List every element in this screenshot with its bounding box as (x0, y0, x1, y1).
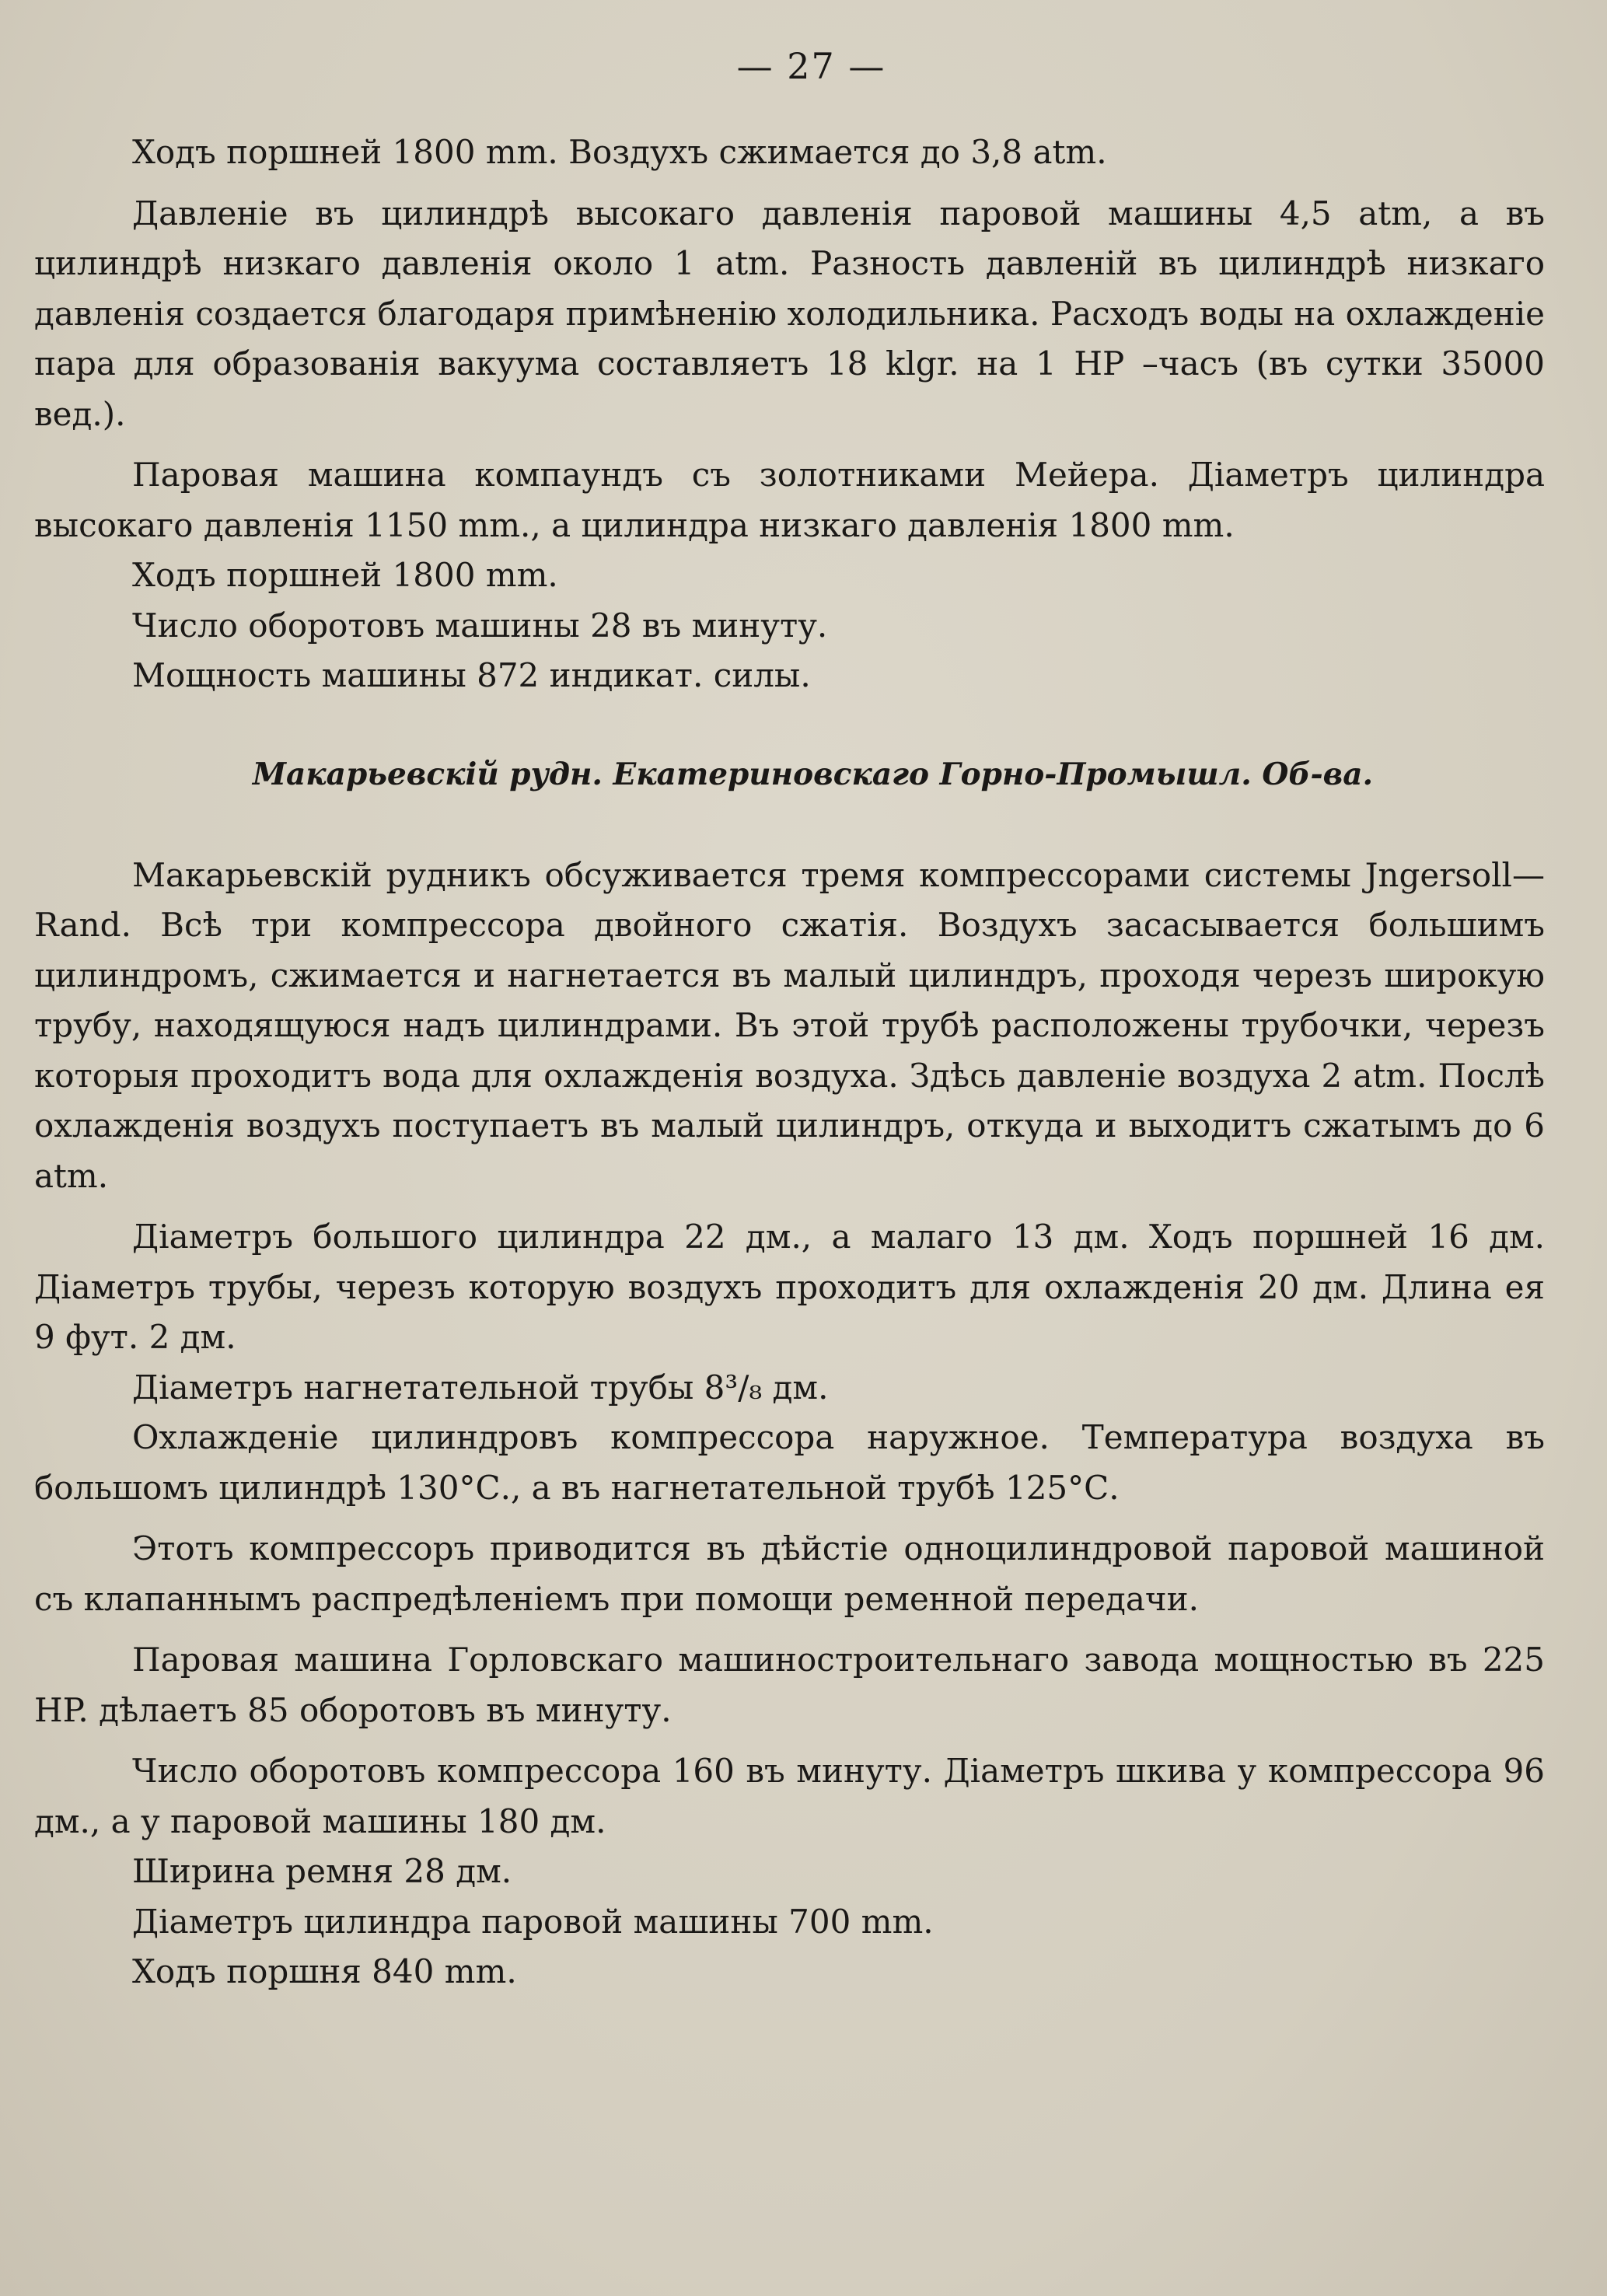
paragraph: Діаметръ цилиндра паровой машины 700 mm. (132, 1902, 934, 1941)
section-heading: Макарьевскій рудн. Екатериновскаго Горно-Промышл. Об-ва. (252, 756, 1374, 792)
paragraph: Ходъ поршней 1800 mm. (132, 556, 558, 594)
paragraph: Паровая машина Горловскаго машиностроительнаго завода мощностью въ 225 HP. дѣлаетъ 85 оборотовъ въ минуту. (34, 1641, 1545, 1729)
paragraph: Ходъ поршня 840 mm. (132, 1952, 517, 1990)
paragraph: Діаметръ большого цилиндра 22 дм., а малаго 13 дм. Ходъ поршней 16 дм. Діаметръ трубы, черезъ которую воздухъ проходитъ для охлажденія 20 дм. Длина ея 9 фут. 2 дм. (34, 1218, 1545, 1356)
page-number: — 27 — (736, 45, 886, 87)
paragraph: Давленіе въ цилиндрѣ высокаго давленія паровой машины 4,5 atm, а въ цилиндрѣ низкаго давленія около 1 atm. Разность давленій въ цилиндрѣ низкаго давленія создается благодаря примѣненію холодильника. Расходъ воды на охлажденіе пара для образованія вакуума составляетъ 18 klgr. на 1 HP –часъ (въ сутки 35000 вед.). (34, 194, 1545, 433)
paragraph: Макарьевскій рудникъ обсуживается тремя компрессорами системы Jngersoll—Rand. Всѣ три компрессора двойного сжатія. Воздухъ засасывается большимъ цилиндромъ, сжимается и нагнетается въ малый цилиндръ, проходя черезъ широкую трубу, находящуюся надъ цилиндрами. Въ этой трубѣ расположены трубочки, черезъ которыя проходитъ вода для охлажденія воздуха. Здѣсь давленіе воздуха 2 atm. Послѣ охлажденія воздухъ поступаетъ въ малый цилиндръ, откуда и выходитъ сжатымъ до 6 atm. (34, 855, 1545, 1195)
section-steam-engine-specs (34, 128, 1545, 701)
paragraph: Мощность машины 872 индикат. силы. (132, 656, 811, 694)
section-makarievsky-mine (34, 851, 1545, 1997)
paragraph: Ходъ поршней 1800 mm. Воздухъ сжимается до 3,8 atm. (132, 133, 1107, 171)
paragraph: Діаметръ нагнетательной трубы 8³/₈ дм. (132, 1368, 829, 1407)
paragraph: Число оборотовъ машины 28 въ минуту. (132, 606, 828, 645)
paragraph: Число оборотовъ компрессора 160 въ минуту. Діаметръ шкива у компрессора 96 дм., а у паровой машины 180 дм. (34, 1752, 1545, 1840)
paragraph: Этотъ компрессоръ приводится въ дѣйстіе одноцилиндровой паровой машиной съ клапаннымъ распредѣленіемъ при помощи ременной передачи. (34, 1529, 1545, 1618)
paragraph: Охлажденіе цилиндровъ компрессора наружное. Температура воздуха въ большомъ цилиндрѣ 130°С., а въ нагнетательной трубѣ 125°С. (34, 1418, 1545, 1507)
paragraph: Ширина ремня 28 дм. (132, 1852, 512, 1890)
paragraph: Паровая машина компаундъ съ золотниками Мейера. Діаметръ цилиндра высокаго давленія 1150 mm., а цилиндра низкаго давленія 1800 mm. (34, 456, 1545, 544)
